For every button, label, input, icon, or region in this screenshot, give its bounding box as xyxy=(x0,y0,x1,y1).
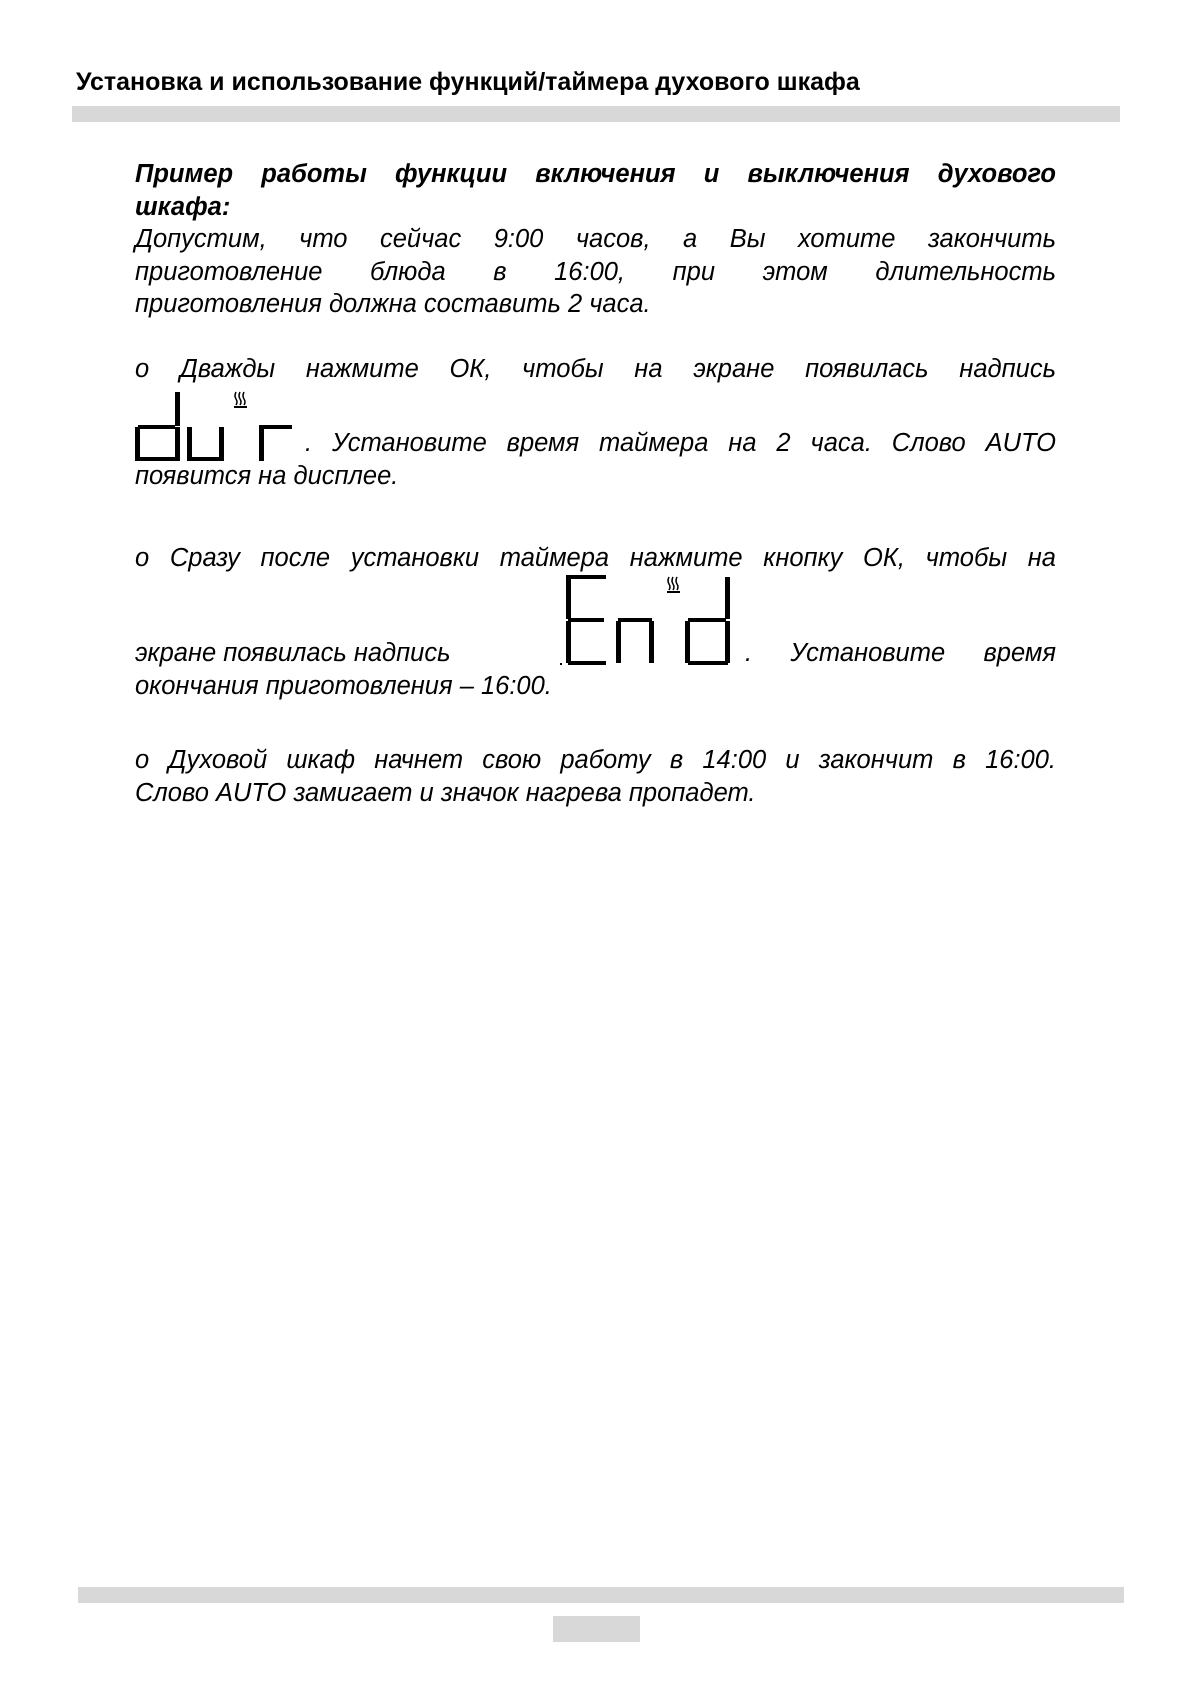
step-1-display-line xyxy=(135,386,1056,460)
example-intro-line-1: Допустим, что сейчас 9:00 часов, а Вы хотите закончить xyxy=(135,225,1056,253)
step-2-line-2-end: . Установите время xyxy=(745,639,1056,667)
step-2 xyxy=(135,542,1056,702)
step-1-line-1: o Дважды нажмите ОК, чтобы на экране появилась надпись xyxy=(135,355,1056,383)
example-intro-line-2: приготовление блюда в 16:00, при этом длительность xyxy=(135,257,1056,286)
step-3-line-2: Слово AUTO замигает и значок нагрева пропадет. xyxy=(135,778,756,807)
step-3 xyxy=(135,744,1056,809)
step-2-display-line xyxy=(135,575,1056,670)
page-header-title: Установка и использование функций/таймера духового шкафа xyxy=(76,68,860,96)
example-heading-line-2: шкафа: xyxy=(135,192,231,221)
step-1 xyxy=(135,353,1056,492)
step-2-line-3: окончания приготовления – 16:00. xyxy=(135,671,552,700)
lcd-end-display-icon xyxy=(560,575,740,670)
lcd-dur-display-icon xyxy=(135,390,300,462)
step-1-line-3: появится на дисплее. xyxy=(135,461,399,490)
step-1-line-2: . Установите время таймера на 2 часа. Слово AUTO xyxy=(305,429,1056,457)
header-divider-bar xyxy=(72,106,1120,122)
footer-divider-bar xyxy=(78,1587,1124,1603)
example-heading-line-1: Пример работы функции включения и выключения духового xyxy=(135,160,1056,188)
step-2-line-1: o Сразу после установки таймера нажмите кнопку ОК, чтобы на xyxy=(135,544,1056,572)
example-block xyxy=(135,158,1056,321)
step-3-line-1: o Духовой шкаф начнет свою работу в 14:00 и закончит в 16:00. xyxy=(135,746,1056,774)
page-number-box xyxy=(553,1616,640,1642)
example-intro-line-3: приготовления должна составить 2 часа. xyxy=(135,290,651,318)
step-2-line-2-start: экране появилась надпись xyxy=(135,639,451,667)
